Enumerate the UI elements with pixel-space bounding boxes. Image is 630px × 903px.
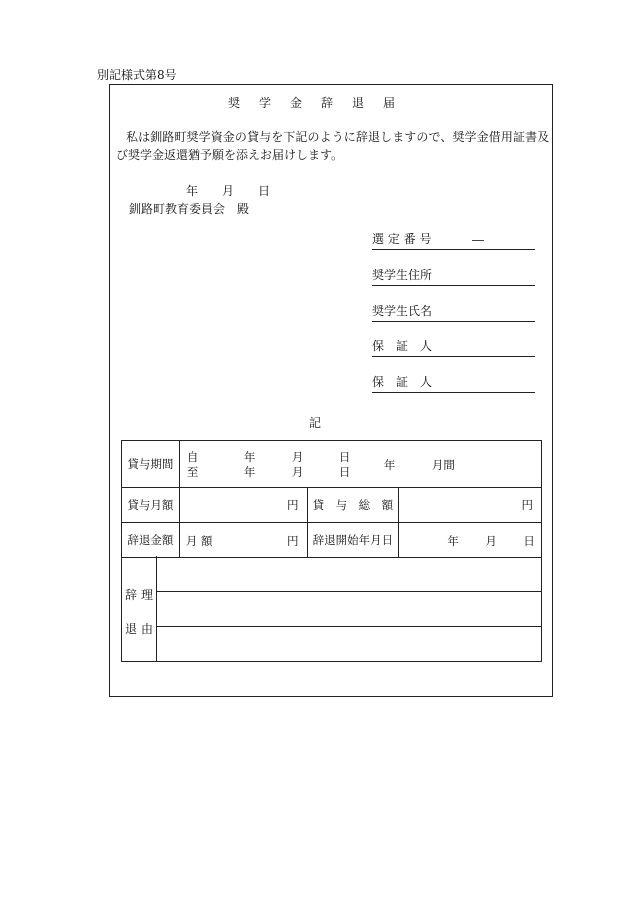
withdraw-start-day: 日 <box>523 533 535 548</box>
reason-line-1[interactable] <box>157 591 541 592</box>
student-name-field[interactable] <box>372 303 535 322</box>
guarantor-1-label: 保 証 人 <box>372 339 433 353</box>
ki-heading: 記 <box>308 416 321 430</box>
withdraw-amount-field[interactable] <box>179 523 307 558</box>
selection-number-field[interactable] <box>372 231 535 250</box>
to-month: 月 <box>291 465 304 479</box>
reason-label <box>122 556 157 661</box>
total-amount-yen: 円 <box>521 498 533 512</box>
withdraw-start-field[interactable] <box>399 523 542 558</box>
reason-char-ji: 辞 <box>125 588 138 602</box>
form-code-label: 別記様式第8号 <box>97 68 177 82</box>
monthly-amount-field[interactable] <box>179 488 307 523</box>
date-month-label: 月 <box>222 184 235 198</box>
period-from: 自 <box>186 450 199 464</box>
duration-year: 年 <box>383 458 396 472</box>
total-amount-label: 貸 与 総 額 <box>307 488 399 523</box>
to-year: 年 <box>243 465 256 479</box>
period-field[interactable] <box>179 441 541 488</box>
period-label: 貸与期間 <box>122 441 180 488</box>
withdraw-start-year: 年 <box>447 533 459 548</box>
withdraw-amount-yen: 円 <box>287 533 299 548</box>
student-address-label: 奨学生住所 <box>372 268 433 282</box>
monthly-amount-yen: 円 <box>287 498 299 512</box>
statement-line-2: び奨学金返還猶予願を添えお届けします。 <box>116 148 344 162</box>
monthly-amount-label: 貸与月額 <box>122 488 180 523</box>
withdraw-start-label: 辞退開始年月日 <box>307 523 399 558</box>
from-day: 日 <box>338 450 351 464</box>
form-title: 奨学金辞退届 <box>227 96 414 110</box>
period-to: 至 <box>186 465 199 479</box>
reason-line-2[interactable] <box>157 626 541 627</box>
selection-number-label: 選 定 番 号 <box>372 232 432 246</box>
guarantor-2-field[interactable] <box>372 374 535 393</box>
withdraw-amount-label: 辞退金額 <box>122 523 180 558</box>
selection-number-dash: ― <box>472 233 484 247</box>
to-day: 日 <box>338 465 351 479</box>
date-year-label: 年 <box>186 184 199 198</box>
statement-line-1: 私は釧路町奨学資金の貸与を下記のように辞退しますので、奨学金借用証書及 <box>126 130 550 144</box>
from-month: 月 <box>291 450 304 464</box>
reason-char-ri: 理 <box>141 588 154 602</box>
reason-char-tai: 退 <box>125 622 138 636</box>
reason-char-yu: 由 <box>141 622 154 636</box>
duration-months: 月間 <box>431 458 455 472</box>
from-year: 年 <box>243 450 256 464</box>
student-address-field[interactable] <box>372 267 535 286</box>
withdraw-monthly-label: 月 額 <box>185 533 213 548</box>
withdraw-start-month: 月 <box>485 533 497 548</box>
date-day-label: 日 <box>258 184 271 198</box>
details-table <box>121 440 542 558</box>
reason-section <box>121 556 542 662</box>
guarantor-1-field[interactable] <box>372 338 535 357</box>
addressee: 釧路町教育委員会 殿 <box>129 202 250 216</box>
student-name-label: 奨学生氏名 <box>372 304 433 318</box>
guarantor-2-label: 保 証 人 <box>372 375 433 389</box>
total-amount-field[interactable] <box>399 488 542 523</box>
